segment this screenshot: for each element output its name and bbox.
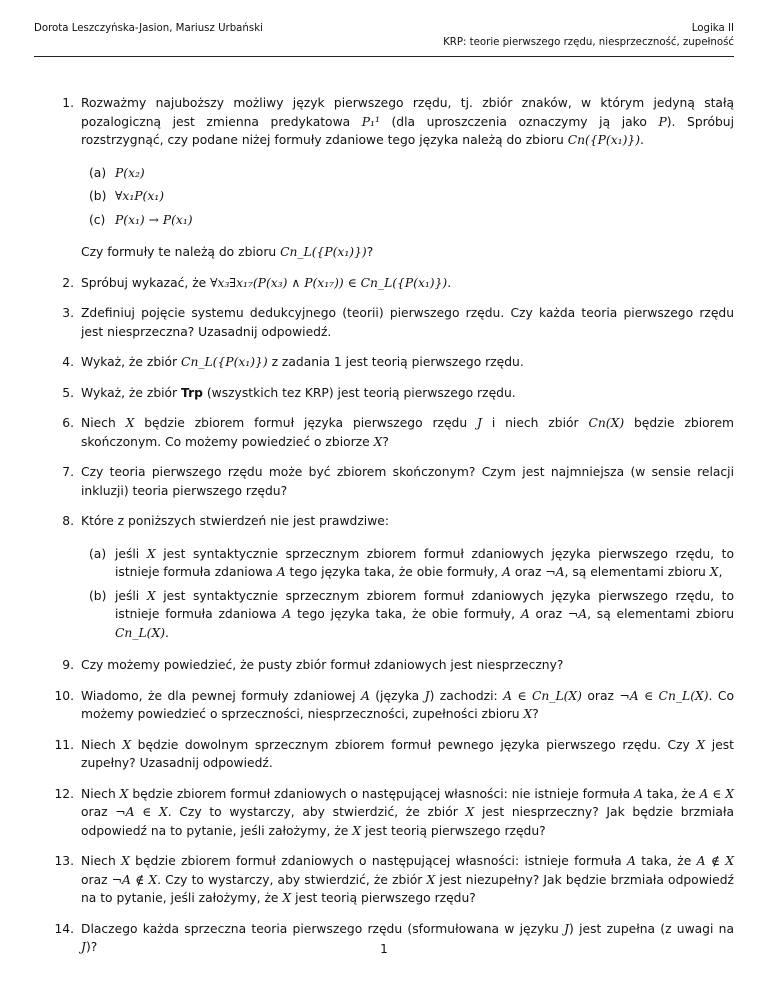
subitem-b [81,187,734,206]
math-expression: P(x₁) → P(x₁) [115,212,193,227]
header-rule [34,56,734,57]
text-part: będzie zbiorem formuł zdaniowych o następującej własności: istnieje formuła [129,854,627,868]
math-expression: X [119,786,129,801]
text-part: jest niesprzeczny? Jak będzie brzmiała odpowiedź na to pytanie, jeśli założymy, że [81,805,734,838]
math-expression: Cn(X) [588,416,625,430]
math-expression: Cn_L({P(x₁)}) [181,355,268,369]
math-expression: X [352,823,362,838]
math-expression: ¬A ∈ X [115,805,168,819]
exercise-number: 7. [62,465,74,479]
header-course-info [443,22,734,50]
text-part: będzie zbiorem formuł języka pierwszego rzędu [134,416,478,430]
text-part: będzie zbiorem formuł zdaniowych o następującej własności: nie istnieje formuła [128,786,635,801]
subitem-label: (b) [89,588,107,603]
text-part: ) zachodzi: [429,688,504,703]
math-expression: A [520,607,530,621]
math-expression: J [424,688,430,703]
math-expression: X [426,872,436,887]
text-part: jeśli [115,588,147,603]
math-expression: A [282,607,292,621]
text-part: . [640,133,644,147]
exercise-text [81,96,734,147]
math-expression: Cn_L({P(x₁)}) [280,245,367,259]
text-part: Dlaczego każda sprzeczna teoria pierwszego rzędu (sformułowana w języku [81,921,565,936]
math-expression: J [477,416,482,430]
math-expression: ¬A ∉ X [111,872,158,887]
math-expression: J [81,940,86,954]
math-expression: ¬A ∈ Cn_L(X) [619,688,709,703]
math-expression: X [146,588,156,603]
math-expression: X [282,891,292,905]
text-part: ? [366,245,374,259]
math-expression: Cn({P(x₁)}) [567,133,640,147]
exercise-3 [50,304,734,341]
text-part: Niech [81,786,120,801]
exercise-text: Czy możemy powiedzieć, że pusty zbiór formuł zdaniowych jest niesprzeczny? [81,658,564,672]
text-part: ? [532,707,539,721]
text-part: będzie zbiorem skończonym. Co możemy powiedzieć o zbiorze [81,416,734,449]
math-expression: A ∈ X [699,786,734,801]
text-part: oraz [81,805,116,819]
text-part: jest teorią pierwszego rzędu? [291,891,476,905]
text-part: oraz [81,872,112,887]
subitem-label: (c) [89,212,106,227]
exercise-5 [50,384,734,403]
header-course: Logika II [691,23,734,34]
math-expression: P [658,114,667,129]
math-expression: A ∈ Cn_L(X) [503,688,582,703]
bold-term: Trp [181,385,203,400]
exercise-6 [50,414,734,451]
exercise-13 [50,852,734,908]
exercise-text: Które z poniższych stwierdzeń nie jest prawdziwe: [81,514,389,528]
text-part: ) jest zupełna (z uwagi na [569,921,734,936]
text-part: , [718,565,723,579]
text-part: Rozważmy najuboższy możliwy język pierwszego rzędu, tj. zbiór znaków, w którym jedyną stałą pozalogiczną jest zmienna predykatowa [81,96,734,129]
subitem-label: (a) [89,546,107,561]
text-part: jest syntaktycznie sprzecznym zbiorem formuł zdaniowych języka pierwszego rzędu, to istnieje formuła zdaniowa [115,588,734,621]
exercise-number: 2. [62,275,74,290]
text-part: oraz [581,688,620,703]
math-expression: A [276,565,286,579]
exercise-list [50,94,734,969]
text-part: . [447,275,452,290]
text-part: z zadania 1 jest teorią pierwszego rzędu. [267,355,524,369]
exercise-followup [81,243,734,262]
text-part: taka, że [635,854,697,868]
text-part: Wiadomo, że dla pewnej formuły zdaniowej [81,688,361,703]
exercise-number: 14. [54,921,74,936]
exercise-8 [50,512,734,642]
text-part: , są elementami zbioru [564,565,710,579]
text-part: (wszystkich tez KRP) jest teorią pierwszego rzędu. [202,385,516,400]
math-expression: A [634,786,643,801]
math-expression: X [125,416,135,430]
exercise-number: 1. [62,96,74,110]
text-part: . Czy to wystarczy, aby stwierdzić, że zbiór [167,805,466,819]
page-number: 1 [380,942,388,956]
exercise-1 [50,94,734,262]
math-expression: A [502,565,511,579]
header-authors: Dorota Leszczyńska-Jasion, Mariusz Urbański [34,23,263,34]
text-part: )? [85,940,98,954]
text-part: tego języka taka, że obie formuły, [285,565,503,579]
math-expression: ∀x₃∃x₁₇(P(x₃) ∧ P(x₁₇)) ∈ Cn_L({P(x₁)}) [210,275,448,290]
text-part: Spróbuj wykazać, że [81,275,211,290]
text-part: . Czy to wystarczy, aby stwierdzić, że zbiór [157,872,427,887]
exercise-number: 5. [62,385,74,400]
subitem-label: (b) [89,189,107,203]
exercise-number: 13. [54,854,74,868]
text-part: Niech [81,854,122,868]
subitem-list [81,164,734,230]
math-expression: A ∉ X [696,854,735,868]
exercise-text: Zdefiniuj pojęcie systemu dedukcyjnego (teorii) pierwszego rzędu. Czy każda teoria pierwszego rzędu jest niesprzeczna? Uzasadnij odpowiedź. [81,306,734,339]
math-expression: X [523,707,533,721]
subitem-b [81,587,734,643]
exercise-number: 10. [54,688,74,703]
exercise-2 [50,274,734,293]
text-part: jest syntaktycznie sprzecznym zbiorem formuł zdaniowych języka pierwszego rzędu, to istnieje formuła zdaniowa [115,546,734,579]
text-part: ). Spróbuj rozstrzygnąć, czy podane niżej formuły zdaniowe tego języka należą do zbioru [81,114,734,147]
text-part: (języka [369,688,425,703]
math-expression: X [121,854,130,868]
exercise-number: 11. [54,737,74,752]
exercise-number: 8. [62,514,74,528]
exercise-number: 12. [54,786,74,801]
exercise-9 [50,656,734,675]
text-part: Niech [81,416,126,430]
math-expression: A [627,854,636,868]
text-part: ? [382,434,389,449]
text-part: będzie dowolnym sprzecznym zbiorem formuł pewnego języka pierwszego rzędu. Czy [131,737,697,752]
exercise-11 [50,736,734,773]
subitem-list [81,545,734,643]
exercise-number: 4. [62,355,74,369]
header-topic: KRP: teorie pierwszego rzędu, niesprzeczność, zupełność [443,37,734,48]
exercise-7 [50,463,734,500]
math-expression: X [465,805,475,819]
math-expression: A [360,688,370,703]
math-expression: X [122,737,132,752]
exercise-number: 6. [62,416,74,430]
exercise-10 [50,687,734,724]
text-part: jest zupełny? Uzasadnij odpowiedź. [81,737,734,770]
math-expression: X [696,737,706,752]
subitem-c [81,211,734,230]
math-expression: X [709,565,719,579]
subitem-a [81,545,734,582]
text-part: , są elementami zbioru [587,607,734,621]
text-part: jest teorią pierwszego rzędu? [361,823,546,838]
text-part: (dla uproszczenia oznaczymy ją jako [379,114,659,129]
math-expression: Cn_L(X) [115,625,165,640]
exercise-4 [50,353,734,372]
text-part: taka, że [642,786,700,801]
text-part: tego języka taka, że obie formuły, [291,607,521,621]
math-expression: P(x₂) [115,165,145,180]
math-expression: ∀x₁P(x₁) [115,189,165,203]
text-part: Wykaż, że zbiór [81,355,182,369]
text-part: . [165,625,169,640]
math-expression: X [146,546,156,561]
exercise-12 [50,785,734,841]
text-part: oraz [529,607,568,621]
math-expression: P₁¹ [361,114,380,129]
text-part: Wykaż, że zbiór [81,385,182,400]
math-expression: ¬A [545,565,565,579]
text-part: . Co możemy powiedzieć o sprzeczności, niesprzeczności, zupełności zbioru [81,688,734,721]
text-part: jest niezupełny? Jak będzie brzmiała odpowiedź na to pytanie, jeśli założymy, że [81,872,735,905]
text-part: Czy formuły te należą do zbioru [81,245,281,259]
math-expression: ¬A [567,607,588,621]
math-expression: J [564,921,570,936]
subitem-a [81,164,734,183]
exercise-number: 3. [62,306,74,320]
exercise-text: Czy teoria pierwszego rzędu może być zbiorem skończonym? Czym jest najmniejsza (w sensie relacji inkluzji) teoria pierwszego rzędu? [81,465,734,498]
exercise-number: 9. [62,658,74,672]
text-part: oraz [510,565,546,579]
subitem-label: (a) [89,165,107,180]
text-part: Niech [81,737,123,752]
text-part: i niech zbiór [481,416,589,430]
math-expression: X [373,434,383,449]
text-part: jeśli [115,546,147,561]
